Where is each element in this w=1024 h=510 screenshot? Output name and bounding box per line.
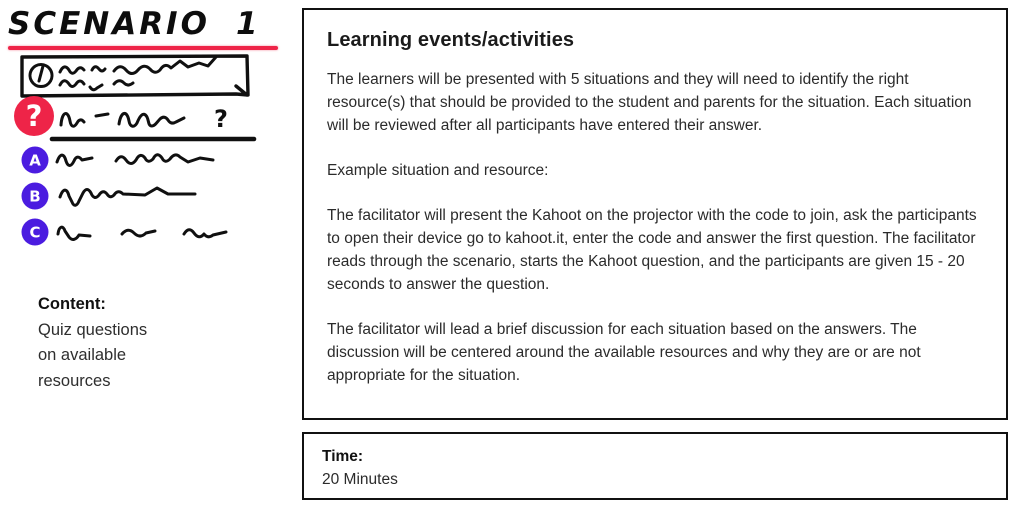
content-line: Quiz questions	[38, 320, 148, 339]
content-note	[38, 292, 147, 394]
option-a-letter: A	[29, 151, 41, 170]
answer-option-c	[22, 219, 227, 246]
prompt-scribble	[60, 57, 216, 90]
learning-activities-heading: Learning events/activities	[327, 29, 575, 51]
scenario-title-text: SCENARIO	[8, 6, 210, 42]
activity-paragraph: The facilitator will present the Kahoot on the projector with the code to join, ask the participants to open their device go to kahoot.it, enter the code and answer the first question. The facilitator reads through the scenario, starts the Kahoot question, and the participants are given 15 - 20 seconds to answer the question.	[327, 207, 977, 293]
answer-option-b	[22, 183, 196, 210]
quiz-sketch	[0, 50, 290, 255]
content-line: on available	[38, 346, 127, 364]
option-c-letter: C	[29, 223, 41, 242]
learning-activities-panel	[302, 8, 1008, 420]
content-line: resources	[38, 371, 111, 390]
question-badge	[14, 96, 54, 136]
activity-paragraph: Example situation and resource:	[327, 162, 549, 179]
scenario-title	[8, 6, 261, 42]
question-scribble	[61, 105, 228, 133]
time-value: 20 Minutes	[322, 471, 398, 488]
scenario-number: 1	[235, 6, 261, 42]
question-badge-mark: ?	[25, 99, 43, 133]
time-label: Time:	[322, 448, 364, 465]
question-scribble-mark: ?	[214, 105, 228, 133]
answer-option-a	[22, 147, 214, 174]
activity-paragraph: The facilitator will lead a brief discussion for each situation based on the answers. The discussion will be centered around the available resources and why they are or are not appropriate for the situation.	[327, 321, 921, 384]
clock-icon	[30, 65, 52, 87]
sketch-prompt-box	[22, 56, 248, 96]
time-panel	[302, 432, 1008, 500]
content-label: Content:	[38, 295, 106, 313]
option-b-letter: B	[29, 187, 41, 206]
activity-paragraph: The learners will be presented with 5 situations and they will need to identify the right resource(s) that should be provided to the student and parents for the situation. Each situation will be reviewed after all participants have entered their answer.	[327, 71, 972, 134]
